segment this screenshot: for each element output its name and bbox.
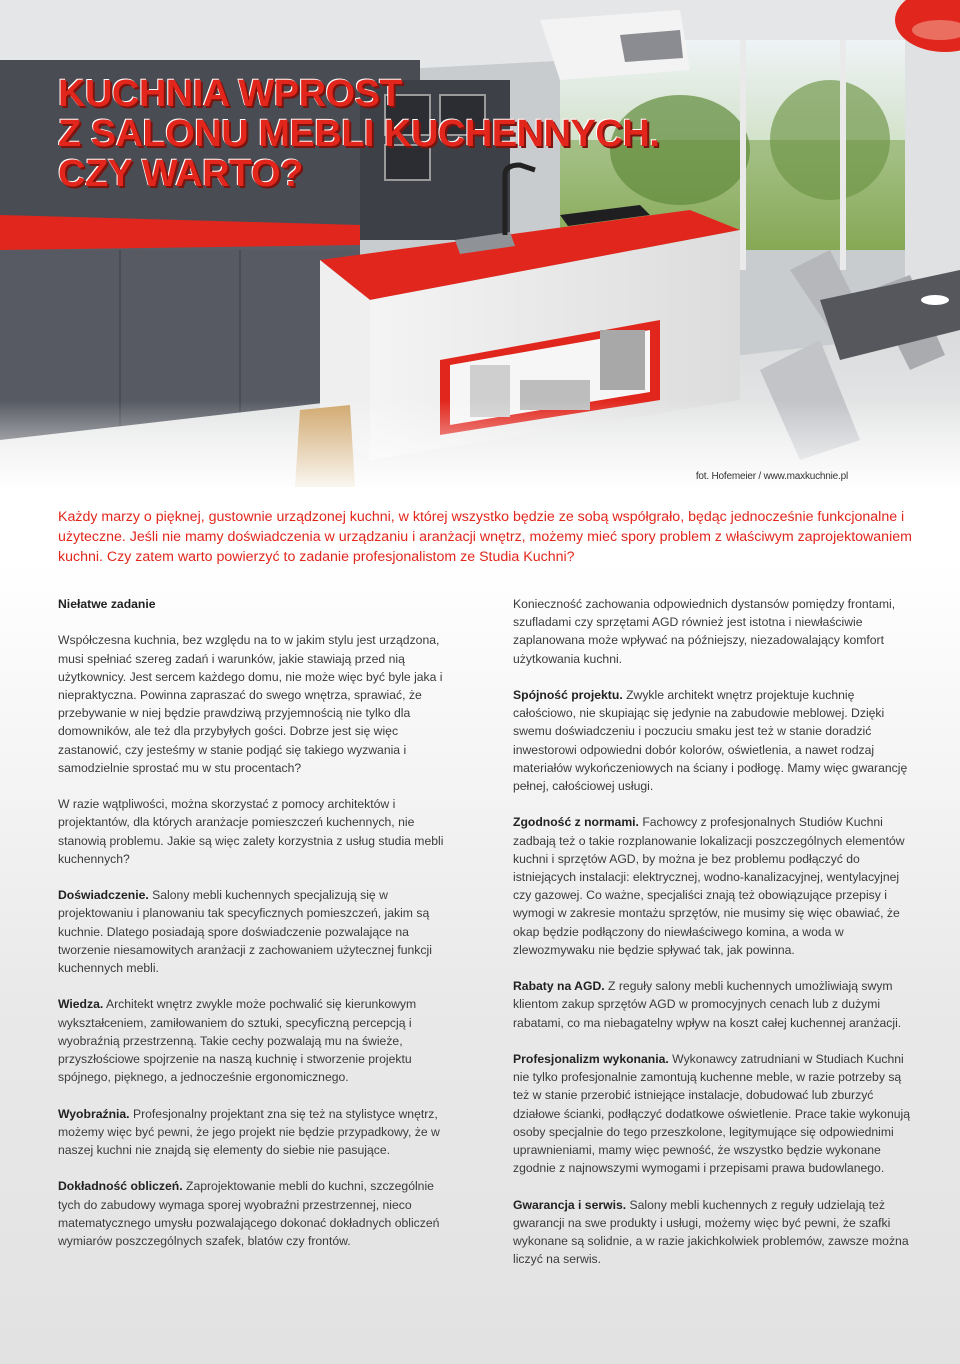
paragraph-lead-term: Doświadczenie. xyxy=(58,888,149,903)
section-heading: Niełatwe zadanie xyxy=(58,597,156,611)
paragraph: Doświadczenie. Salony mebli kuchennych specjalizują się w projektowaniu i planowaniu tak specyficznych pomieszczeń, jakim są kuchnie. Dlatego posiadają spore doświadczenie pozwalające na tworzenie niesamowitych aranżacji z zachowaniem użytecznej funkcji kuchennych mebli. xyxy=(58,888,432,976)
paragraph: Dokładność obliczeń. Zaprojektowanie mebli do kuchni, szczególnie tych do zabudowy wymaga sporej wyobraźni przestrzennej, nieco matematycznego umysłu pozwalającego dokonać dokładnych obliczeń wymiarów poszczególnych szafek, blatów czy frontów. xyxy=(58,1179,440,1249)
article-headline xyxy=(58,74,758,194)
paragraph-lead-term: Dokładność obliczeń. xyxy=(58,1179,183,1194)
paragraph: Profesjonalizm wykonania. Wykonawcy zatrudniani w Studiach Kuchni nie tylko profesjonalnie zamontują kuchenne meble, w razie potrzeby są też w stanie przerobić istniejące instalacje, dobudować lub zburzyć działowe ścianki, podłączyć dodatkowe oświetlenie. Prace takie wykonują osoby specjalnie do tego przeszkolone, legitymujące się odpowiednimi uprawnieniami, mamy więc pewność, że wszystko będzie wykonane zgodnie z najnowszymi wymogami i przepisami prawa budowlanego. xyxy=(513,1052,910,1176)
lead-paragraph: Każdy marzy o pięknej, gustownie urządzonej kuchni, w której wszystko będzie ze sobą współgrało, będąc jednocześnie funkcjonalne i użyteczne. Jeśli nie mamy doświadczenia w urządzaniu i aranżacji wnętrz, możemy mieć spory problem z właściwym zaprojektowaniem kuchni. Czy zatem warto powierzyć to zadanie profesjonalistom ze Studia Kuchni? xyxy=(58,509,912,565)
paragraph: W razie wątpliwości, można skorzystać z pomocy architektów i projektantów, dla których aranżacje pomieszczeń kuchennych, nie stanowią problemu. Jakie są więc zalety korzystnia z usług studia mebli kuchennych? xyxy=(58,797,444,866)
headline-line-2: Z SALONU MEBLI KUCHENNYCH. xyxy=(58,113,660,155)
paragraph-lead-term: Spójność projektu. xyxy=(513,688,623,702)
paragraph: Wiedza. Architekt wnętrz zwykle może pochwalić się kierunkowym wykształceniem, zamiłowaniem do sztuki, specyficzną percepcją i wyobraźnią przestrzenną. Takie cechy pozwalają mu na świeże, przyszłościowe spojrzenie na naszą kuchnię i stworzenie projektu spójnego, pięknego, a jednocześnie ergonomicznego. xyxy=(58,997,417,1085)
photo-credit: fot. Hofemeier / www.maxkuchnie.pl xyxy=(695,471,848,482)
paragraph: Spójność projektu. Zwykle architekt wnętrz projektuje kuchnię całościowo, nie skupiając się jedynie na zabudowie meblowej. Dzięki swemu doświadczeniu i poczuciu smaku jest też w stanie doradzić inwestorowi odpowiedni dobór kolorów, oświetlenia, a nawet rodzaj materiałów wykończeniowych na ściany i podłogę. Mamy więc gwarancję pełnej, całościowej usługi. xyxy=(513,688,908,794)
paragraph: Konieczność zachowania odpowiednich dystansów pomiędzy frontami, szufladami czy sprzętami AGD również jest istotna i niewłaściwie zaplanowana może wpływać na późniejszy, niezadowalający komfort użytkowania kuchni. xyxy=(513,597,896,666)
paragraph: Zgodność z normami. Fachowcy z profesjonalnych Studiów Kuchni zadbają też o takie rozplanowanie lokalizacji poszczególnych elementów kuchni i sprzętów AGD, by można je bez problemu podłączyć do istniejących instalacji: elektrycznej, wodno-kanalizacyjnej, wentylacyjnej czy gazowej. Co ważne, specjaliści znają też obowiązujące przepisy i wymogi w zakresie montażu sprzętów, nie musimy się więc obawiać, że okap będzie podłączony do niewłaściwego komina, a woda w zlewozmywaku nie będzie spływać tak, jak powinna. xyxy=(513,815,905,957)
headline-line-1: KUCHNIA WPROST xyxy=(58,73,403,115)
kitchen-photo xyxy=(0,0,960,487)
paragraph-lead-term: Gwarancja i serwis. xyxy=(513,1197,627,1212)
paragraph: Gwarancja i serwis. Salony mebli kuchennych z reguły udzielają też gwarancji na swe produkty i usługi, możemy więc być pewni, że szafki wykonane są solidnie, a w razie jakichkolwiek problemów, zawsze można liczyć na serwis. xyxy=(513,1197,909,1267)
paragraph-lead-term: Profesjonalizm wykonania. xyxy=(513,1052,669,1067)
headline-line-3: CZY WARTO? xyxy=(58,153,303,195)
paragraph-lead-term: Wyobraźnia. xyxy=(58,1106,130,1121)
paragraph: Rabaty na AGD. Z reguły salony mebli kuchennych umożliwiają swym klientom zakup sprzętów AGD w promocyjnych cenach lub z dużymi rabatami, co ma niebagatelny wpływ na koszt całej kuchennej aranżacji. xyxy=(513,979,902,1030)
paragraph: Współczesna kuchnia, bez względu na to w jakim stylu jest urządzona, musi spełniać szereg zadań i warunków, jakie stawiają przed nią użytkownicy. Jest sercem każdego domu, nie może więc być byle jaka i niepraktyczna. Powinna zapraszać do swego wnętrza, sprawiać, że przebywanie w niej będzie prawdziwą przyjemnością nie tylko dla domowników, ale też dla przybyłych gości. Dobrze jest się więc zastanowić, czy jesteśmy w stanie podjąć się takiego wyzwania i samodzielnie sprostać mu w stu procentach? xyxy=(58,633,443,775)
right-column xyxy=(513,595,913,1287)
paragraph-lead-term: Rabaty na AGD. xyxy=(513,979,605,994)
paragraph: Wyobraźnia. Profesjonalny projektant zna się też na stylistyce wnętrz, możemy więc być pewni, że jego projekt nie będzie przypadkowy, że w naszej kuchni nie znajdą się elementy do siebie nie pasujące. xyxy=(58,1106,440,1158)
paragraph-lead-term: Wiedza. xyxy=(58,997,104,1012)
left-column xyxy=(58,595,458,1268)
paragraph-lead-term: Zgodność z normami. xyxy=(513,815,639,830)
